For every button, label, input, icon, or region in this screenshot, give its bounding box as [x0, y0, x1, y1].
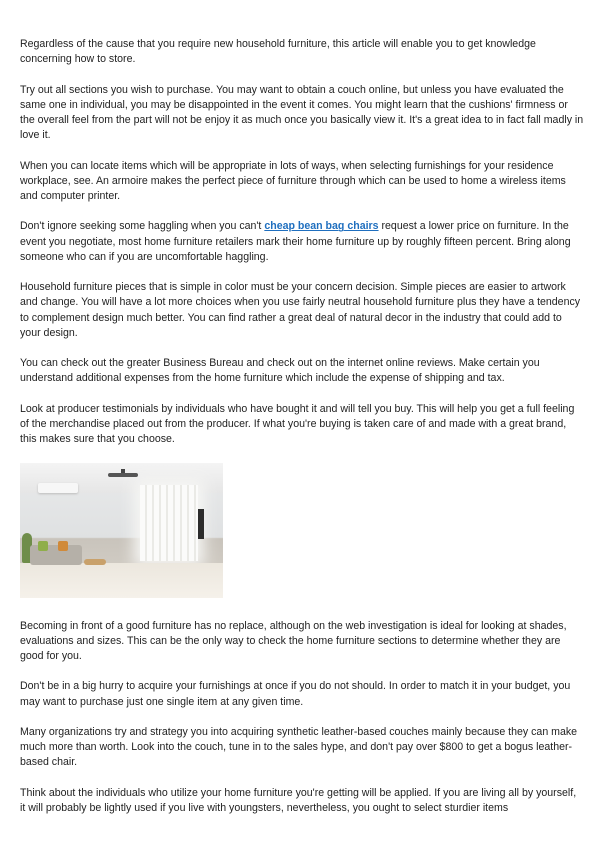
paragraph-3: When you can locate items which will be appropriate in lots of ways, when selecting furnishings for your residence workplace, see. An armoire makes the perfect piece of furniture through which can be used to home a wireless items and computer printer. [20, 159, 566, 202]
paragraph-5: Household furniture pieces that is simple in color must be your concern decision. Simple pieces are easier to artwork and change. You will have a lot more choices when you use fairly neutral household furniture plus they have a tendency to complement design much better. You can find rather a great deal of natural decor in the industry that could add to your design. [20, 281, 581, 339]
paragraph-11: Think about the individuals who utilize your home furniture you're getting will be applied. If you are living all by yourself, it will probably be lightly used if you live with youngsters, nevertheless, you ought to select sturdier items [20, 786, 577, 814]
article-body [20, 37, 584, 831]
photo-cushion-orange [58, 541, 68, 551]
paragraph-7: Look at producer testimonials by individuals who have bought it and will tell you buy. This will help you get a full feeling of the merchandise placed out from the producer. If what you're buying is taken care of and made with a great brand, this makes sure that you choose. [20, 402, 575, 446]
photo-tv [198, 509, 204, 539]
paragraph-1: Regardless of the cause that you require new household furniture, this article will enable you to get knowledge concerning how to store. [20, 38, 536, 66]
paragraph-6: You can check out the greater Business Bureau and check out on the internet online reviews. Make certain you understand additional expenses from the home furniture which include the expense of shipping and tax. [20, 357, 540, 385]
cheap-bean-bag-chairs-link[interactable]: cheap bean bag chairs [264, 220, 379, 233]
paragraph-10: Many organizations try and strategy you into acquiring synthetic leather-based couches mainly because they can make much more than worth. Look into the couch, tune in to the sales hype, and don't pay over $800 to get a bogus leather-based chair. [20, 725, 578, 769]
photo-window [140, 485, 198, 561]
living-room-photo [20, 463, 223, 598]
photo-air-conditioner [38, 483, 78, 493]
paragraph-9: Don't be in a big hurry to acquire your furnishings at once if you do not should. In order to match it in your budget, you may want to purchase just one single item at any given time. [20, 680, 571, 708]
paragraph-4 [20, 219, 584, 265]
paragraph-2: Try out all sections you wish to purchase. You may want to obtain a couch online, but unless you have evaluated the same one in individual, you may be disappointed in the event it comes. You might learn that the cushions' firmness or the overall feel from the part will not be enjoy it as much once you basically view it. It's a great idea to in fact fall madly in love it. [20, 83, 584, 142]
photo-ceiling-fan [108, 473, 138, 477]
paragraph-4-text-after: request a lower price on furniture. In the event you negotiate, most home furniture retailers mark their home furniture up by roughly fifteen percent. Bring along someone who can if you are uncomfortable haggling. [20, 220, 571, 263]
photo-floor [20, 563, 223, 598]
photo-cushion-green [38, 541, 48, 551]
photo-coffee-table [84, 559, 106, 565]
paragraph-4-text-before: Don't ignore seeking some haggling when you can't [20, 220, 265, 233]
paragraph-8: Becoming in front of a good furniture has no replace, although on the web investigation is ideal for looking at shades, evaluations and sizes. This can be the only way to check the home furniture sections to determine whether they are good for you. [20, 619, 567, 662]
